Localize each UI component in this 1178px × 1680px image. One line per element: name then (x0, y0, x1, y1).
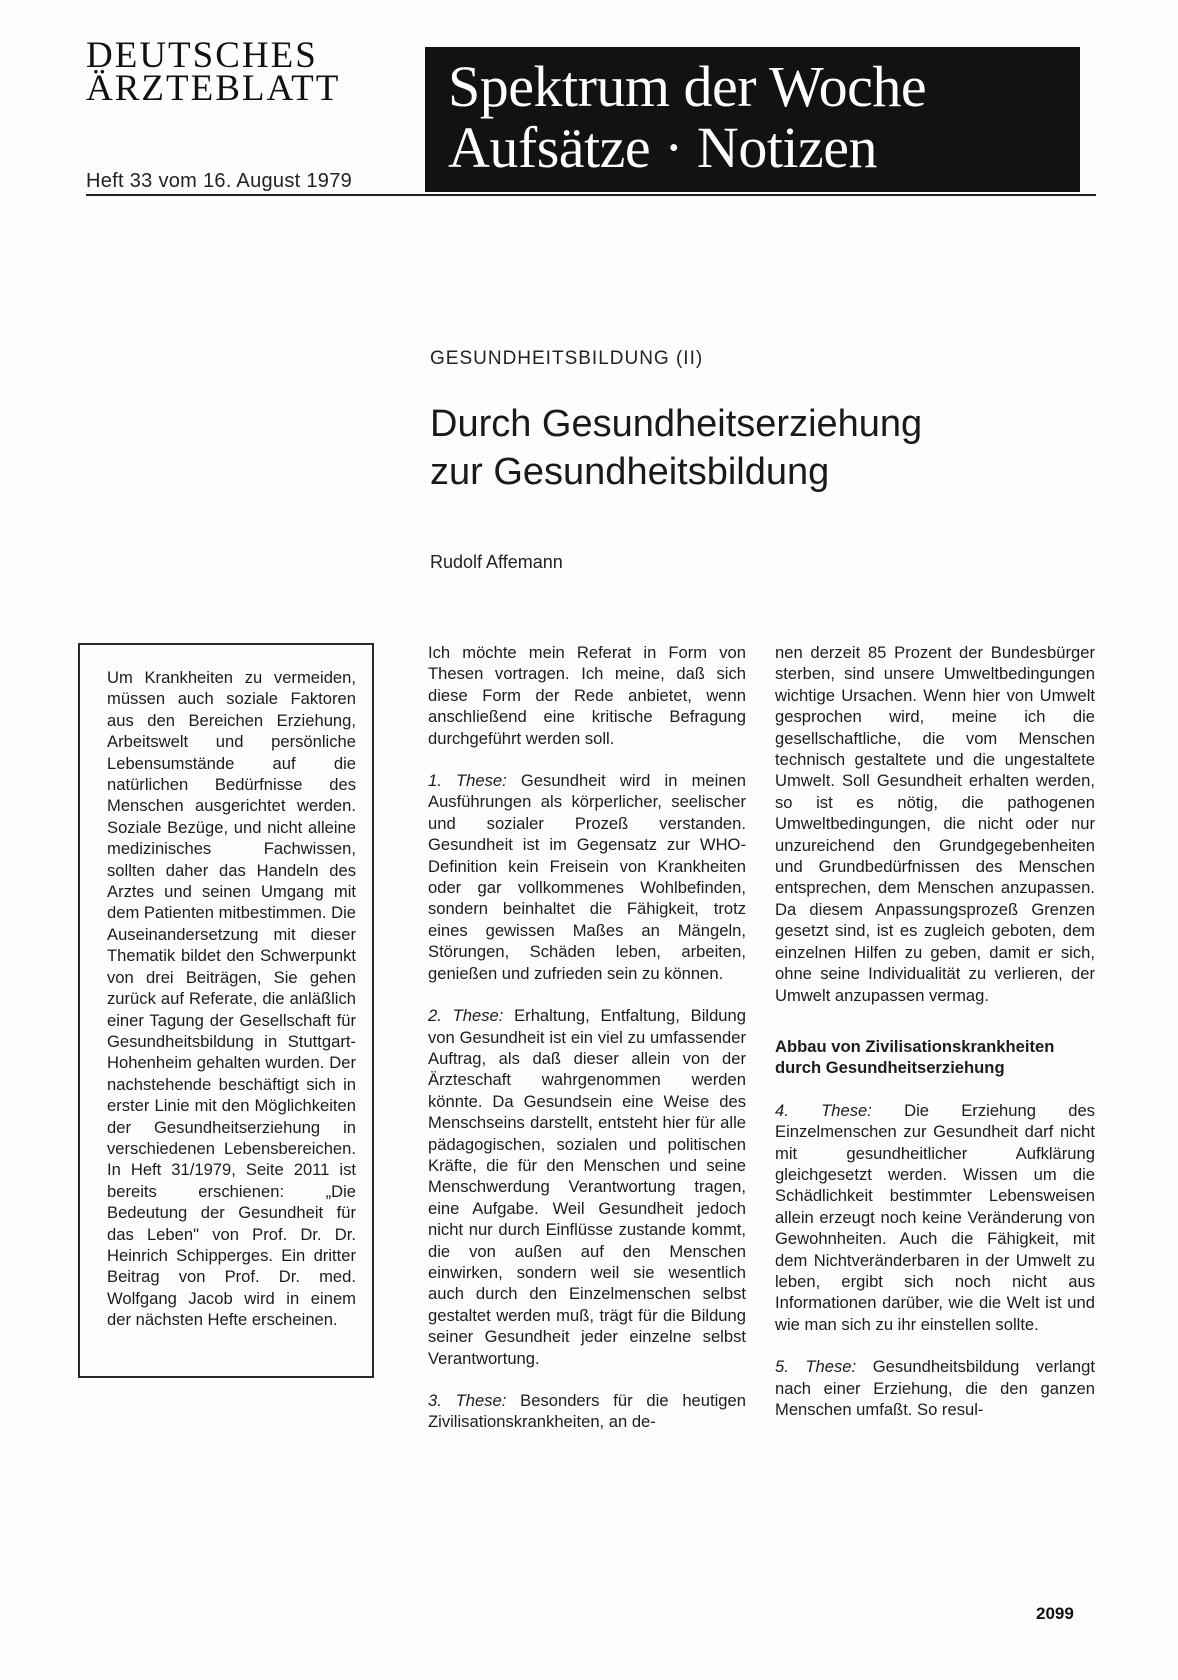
logo-line-1: DEUTSCHES (86, 35, 318, 76)
intro-text: Um Krankheiten zu vermeiden, müssen auch soziale Faktoren aus den Bereichen Erziehung, Arbeitswelt und persönliche Lebensumstände auf die natürlichen Bedürfnisse des Menschen ausgerichtet werden. Soziale Bezüge, und nicht alleine medizinisches Fachwissen, sollten daher das Handeln des Arztes und seinen Umgang mit dem Patienten mitbestimmen. Die Auseinandersetzung mit dieser Thematik bildet den Schwerpunkt von drei Beiträgen, Sie gehen zurück auf Referate, die anläßlich einer Tagung der Gesellschaft für Gesundheitsbildung in Stuttgart-Hohenheim gehalten wurden. Der nachstehende beschäftigt sich in erster Linie mit den Möglichkeiten der Gesundheitserziehung in verschiedenen Lebensbereichen. In Heft 31/1979, Seite 2011 ist bereits erschienen: „Die Bedeutung der Gesundheit für das Leben" von Prof. Dr. Dr. Heinrich Schipperges. Ein dritter Beitrag von Prof. Dr. med. Wolfgang Jacob wird in einem der nächsten Hefte erscheinen. (107, 668, 357, 1330)
journal-logo (86, 35, 406, 109)
article-column-2 (775, 642, 1095, 1420)
thesis-1-label: 1. These: (428, 771, 507, 791)
banner-line-1: Spektrum der Woche (448, 54, 927, 119)
thesis-2-text: Erhaltung, Entfaltung, Bildung von Gesundheit ist ein viel zu umfassender Auftrag, als daß dieser allein von der Ärzteschaft wahrgenommen werden könnte. Da Gesundsein eine Weise des Menschseins darstellt, entsteht hier für alle pädagogischen, sozialen und politischen Kräfte, die für den Menschen und seine Menschwerdung Verantwortung tragen, eine Aufgabe. Weil Gesundheit jedoch nicht nur durch Einflüsse zustande kommt, die von außen auf den Menschen einwirken, sondern weil sie wesentlich auch durch den Einzelmenschen selbst gestaltet werden muß, trägt für die Bildung seiner Gesundheit jeder einzelne selbst Verantwortung. (428, 1006, 746, 1368)
title-line-2: zur Gesundheitsbildung (430, 451, 830, 493)
article-title (430, 400, 1080, 496)
thesis-5-text: Gesundheitsbildung verlangt nach einer Erziehung, die den ganzen Menschen umfaßt. So resul- (775, 1357, 1095, 1419)
issue-info: Heft 33 vom 16. August 1979 (86, 170, 353, 192)
thesis-3-label: 3. These: (428, 1391, 507, 1410)
banner-line-2: Aufsätze · Notizen (448, 115, 878, 180)
page-number: 2099 (1036, 1604, 1074, 1623)
thesis-2 (428, 1005, 746, 1369)
paragraph-intro: Ich möchte mein Referat in Form von Thesen vortragen. Ich meine, daß sich diese Form der Rede anbietet, wenn anschließend eine kritische Befragung durchgeführt werden soll. (428, 643, 746, 748)
thesis-3 (428, 1390, 746, 1433)
article-column-1 (428, 642, 746, 1433)
thesis-4-label: 4. These: (775, 1100, 872, 1120)
section-subheading: Abbau von Zivilisationskrankheiten durch Gesundheitserziehung (775, 1036, 1055, 1078)
paragraph-continued: nen derzeit 85 Prozent der Bundesbürger sterben, sind unsere Umweltbedingungen wichtige Ursachen. Wenn hier von Umwelt gesprochen wird, meine ich die gesellschaftliche, die vom Menschen technisch gestaltete und die ungestaltete Umwelt. Soll Gesundheit erhalten werden, so ist es nötig, die pathogenen Umweltbedingungen, die nicht oder nur unzureichend den Grundgegebenheiten und Grundbedürfnissen des Menschen entsprechen, dem Menschen anzupassen. Da diesem Anpassungsprozeß Grenzen gesetzt sind, ist es zugleich geboten, dem einzelnen Hilfen zu geben, damit er sich, ohne seine Individualität zu verlieren, der Umwelt anzupassen vermag. (775, 643, 1095, 1005)
masthead-rule (86, 194, 1096, 196)
thesis-3-text: Besonders für die heutigen Zivilisationskrankheiten, an de- (428, 1391, 746, 1432)
title-line-1: Durch Gesundheitserziehung (430, 403, 923, 445)
thesis-1 (428, 770, 746, 984)
thesis-4 (775, 1100, 1095, 1335)
thesis-5 (775, 1356, 1095, 1420)
thesis-4-text: Die Erziehung des Einzelmenschen zur Gesundheit darf nicht mit gesundheitlicher Aufklärung gleichgesetzt werden. Wissen um die Schädlichkeit bestimmter Lebensweisen allein erzeugt noch keine Veränderung von Gewohnheiten. Auch die Fähigkeit, mit dem Nichtveränderbaren in der Umwelt zu leben, ergibt sich noch nicht aus Informationen darüber, wie die Welt ist und wie man sich zu ihr einstellen sollte. (775, 1100, 1095, 1334)
thesis-5-label: 5. These: (775, 1357, 857, 1377)
intro-box (78, 643, 374, 1378)
article-author: Rudolf Affemann (430, 552, 563, 572)
thesis-2-label: 2. These: (428, 1006, 504, 1026)
thesis-1-text: Gesundheit wird in meinen Ausführungen als körperlicher, seelischer und sozialer Prozeß verstanden. Gesundheit ist im Gegensatz zur WHO-Definition kein Freisein von Krankheiten oder gar vollkommenes Wohlbefinden, sondern beinhaltet die Fähigkeit, trotz eines gewissen Maßes an Mängeln, Störungen, Schäden leben, arbeiten, genießen und zufrieden sein zu können. (428, 771, 746, 983)
logo-line-2: ÄRZTEBLATT (86, 67, 341, 109)
section-banner (425, 47, 1080, 192)
article-kicker: GESUNDHEITSBILDUNG (II) (430, 348, 704, 369)
